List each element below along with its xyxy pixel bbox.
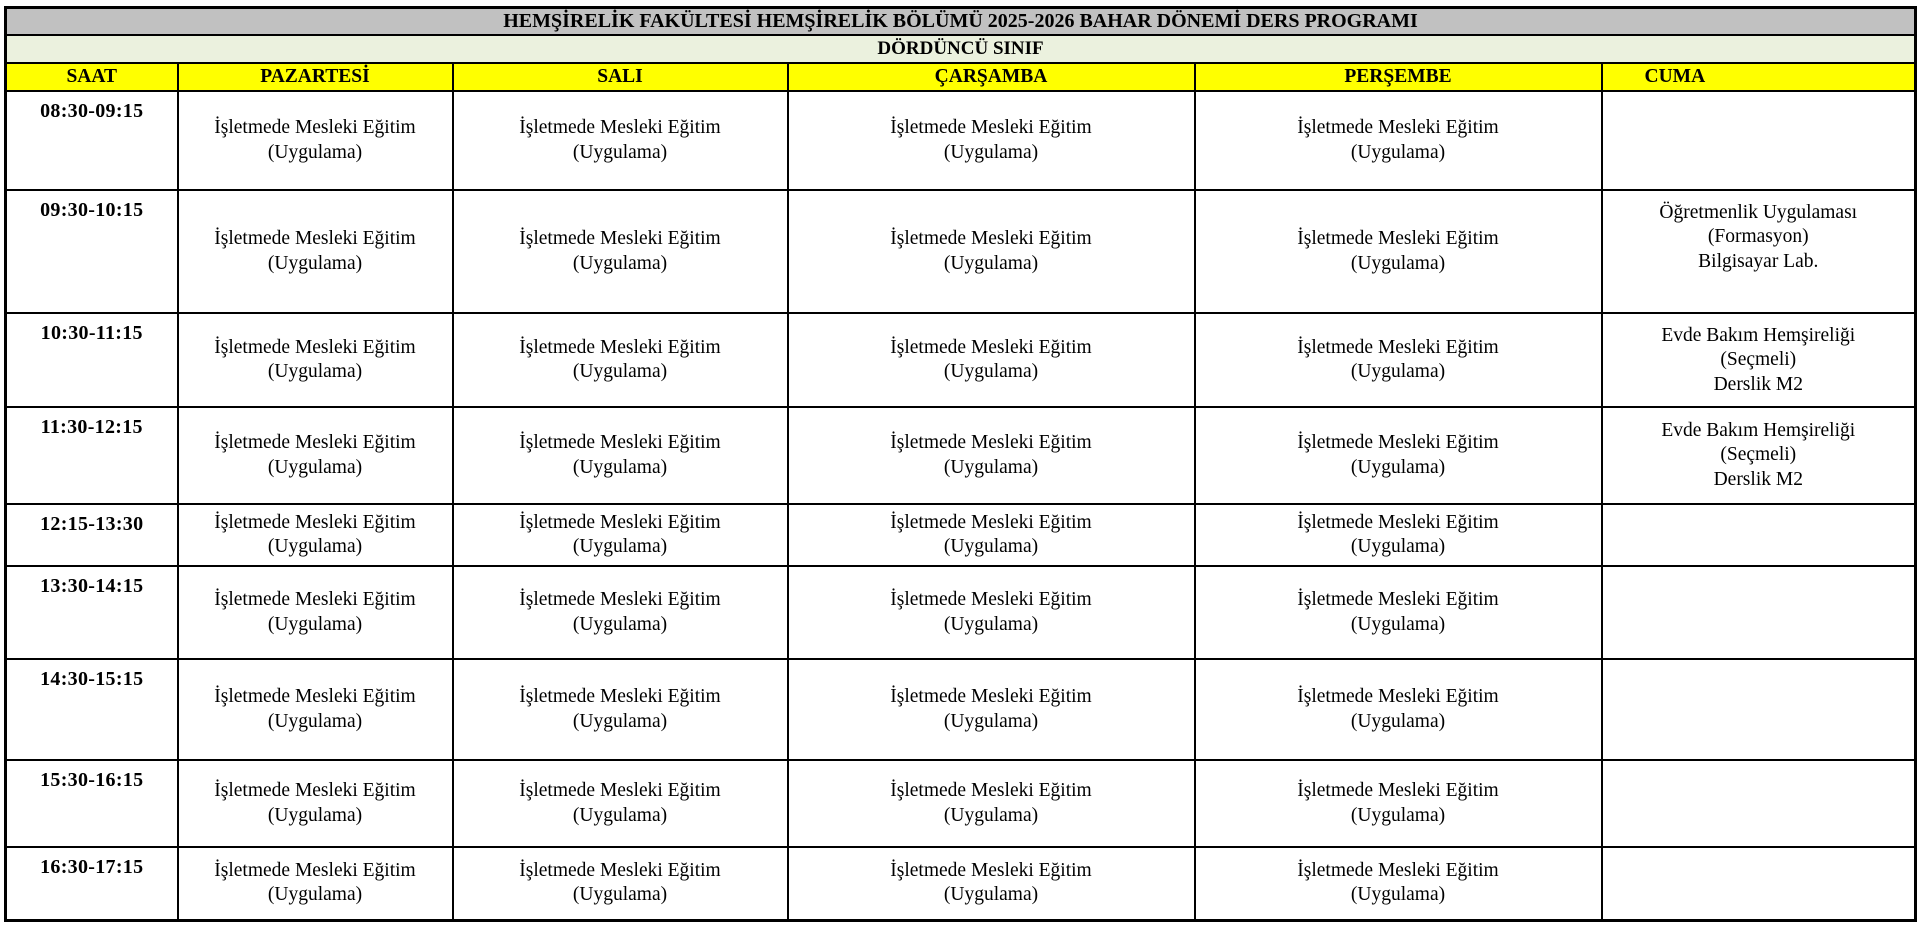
course-cell: Evde Bakım Hemşireliği (Seçmeli) Derslik M2 [1602, 313, 1916, 407]
course-cell: İşletmede Mesleki Eğitim (Uygulama) [178, 313, 453, 407]
course-cell: İşletmede Mesleki Eğitim (Uygulama) [453, 313, 788, 407]
course-cell: İşletmede Mesleki Eğitim (Uygulama) [1195, 190, 1602, 313]
time-cell: 13:30-14:15 [6, 566, 178, 659]
course-cell: İşletmede Mesleki Eğitim (Uygulama) [178, 566, 453, 659]
time-cell: 11:30-12:15 [6, 407, 178, 504]
table-row [6, 190, 1916, 313]
time-cell: 09:30-10:15 [6, 190, 178, 313]
course-cell: İşletmede Mesleki Eğitim (Uygulama) [178, 659, 453, 760]
course-cell: İşletmede Mesleki Eğitim (Uygulama) [1195, 313, 1602, 407]
course-cell: Öğretmenlik Uygulaması (Formasyon) Bilgisayar Lab. [1602, 190, 1916, 313]
column-header-sali: SALI [453, 63, 788, 91]
course-cell: İşletmede Mesleki Eğitim (Uygulama) [788, 566, 1195, 659]
table-row [6, 313, 1916, 407]
empty-cell [1602, 847, 1916, 920]
course-cell: İşletmede Mesleki Eğitim (Uygulama) [788, 760, 1195, 847]
course-cell: İşletmede Mesleki Eğitim (Uygulama) [178, 760, 453, 847]
timetable [4, 6, 1917, 922]
course-cell: İşletmede Mesleki Eğitim (Uygulama) [788, 190, 1195, 313]
subtitle-row [6, 35, 1916, 63]
course-cell: İşletmede Mesleki Eğitim (Uygulama) [788, 91, 1195, 190]
course-cell: İşletmede Mesleki Eğitim (Uygulama) [178, 91, 453, 190]
table-row [6, 760, 1916, 847]
course-cell: Evde Bakım Hemşireliği (Seçmeli) Derslik M2 [1602, 407, 1916, 504]
course-cell: İşletmede Mesleki Eğitim (Uygulama) [788, 504, 1195, 566]
course-cell: İşletmede Mesleki Eğitim (Uygulama) [1195, 91, 1602, 190]
table-row [6, 566, 1916, 659]
column-header-carsamba: ÇARŞAMBA [788, 63, 1195, 91]
table-row [6, 847, 1916, 920]
column-header-persembe: PERŞEMBE [1195, 63, 1602, 91]
course-cell: İşletmede Mesleki Eğitim (Uygulama) [1195, 504, 1602, 566]
table-row [6, 504, 1916, 566]
course-cell: İşletmede Mesleki Eğitim (Uygulama) [178, 190, 453, 313]
time-cell: 12:15-13:30 [6, 504, 178, 566]
course-cell: İşletmede Mesleki Eğitim (Uygulama) [453, 659, 788, 760]
table-row [6, 407, 1916, 504]
empty-cell [1602, 91, 1916, 190]
course-cell: İşletmede Mesleki Eğitim (Uygulama) [453, 566, 788, 659]
column-header-saat: SAAT [6, 63, 178, 91]
course-cell: İşletmede Mesleki Eğitim (Uygulama) [788, 407, 1195, 504]
course-cell: İşletmede Mesleki Eğitim (Uygulama) [453, 407, 788, 504]
empty-cell [1602, 504, 1916, 566]
course-cell: İşletmede Mesleki Eğitim (Uygulama) [178, 504, 453, 566]
course-cell: İşletmede Mesleki Eğitim (Uygulama) [1195, 659, 1602, 760]
class-level-subtitle: DÖRDÜNCÜ SINIF [6, 35, 1916, 63]
course-cell: İşletmede Mesleki Eğitim (Uygulama) [788, 659, 1195, 760]
course-cell: İşletmede Mesleki Eğitim (Uygulama) [1195, 566, 1602, 659]
time-cell: 14:30-15:15 [6, 659, 178, 760]
course-cell: İşletmede Mesleki Eğitim (Uygulama) [788, 313, 1195, 407]
page-title: HEMŞİRELİK FAKÜLTESİ HEMŞİRELİK BÖLÜMÜ 2025-2026 BAHAR DÖNEMİ DERS PROGRAMI [6, 8, 1916, 36]
course-cell: İşletmede Mesleki Eğitim (Uygulama) [453, 760, 788, 847]
table-row [6, 91, 1916, 190]
column-header-pazartesi: PAZARTESİ [178, 63, 453, 91]
course-cell: İşletmede Mesleki Eğitim (Uygulama) [1195, 760, 1602, 847]
time-cell: 10:30-11:15 [6, 313, 178, 407]
time-cell: 15:30-16:15 [6, 760, 178, 847]
title-row [6, 8, 1916, 36]
empty-cell [1602, 566, 1916, 659]
time-cell: 08:30-09:15 [6, 91, 178, 190]
course-cell: İşletmede Mesleki Eğitim (Uygulama) [1195, 407, 1602, 504]
course-cell: İşletmede Mesleki Eğitim (Uygulama) [453, 190, 788, 313]
empty-cell [1602, 760, 1916, 847]
course-cell: İşletmede Mesleki Eğitim (Uygulama) [453, 91, 788, 190]
course-cell: İşletmede Mesleki Eğitim (Uygulama) [178, 407, 453, 504]
course-cell: İşletmede Mesleki Eğitim (Uygulama) [178, 847, 453, 920]
table-row [6, 659, 1916, 760]
empty-cell [1602, 659, 1916, 760]
course-cell: İşletmede Mesleki Eğitim (Uygulama) [453, 847, 788, 920]
course-cell: İşletmede Mesleki Eğitim (Uygulama) [788, 847, 1195, 920]
course-cell: İşletmede Mesleki Eğitim (Uygulama) [1195, 847, 1602, 920]
column-header-row [6, 63, 1916, 91]
column-header-cuma: CUMA [1602, 63, 1916, 91]
time-cell: 16:30-17:15 [6, 847, 178, 920]
course-cell: İşletmede Mesleki Eğitim (Uygulama) [453, 504, 788, 566]
timetable-body [6, 91, 1916, 920]
